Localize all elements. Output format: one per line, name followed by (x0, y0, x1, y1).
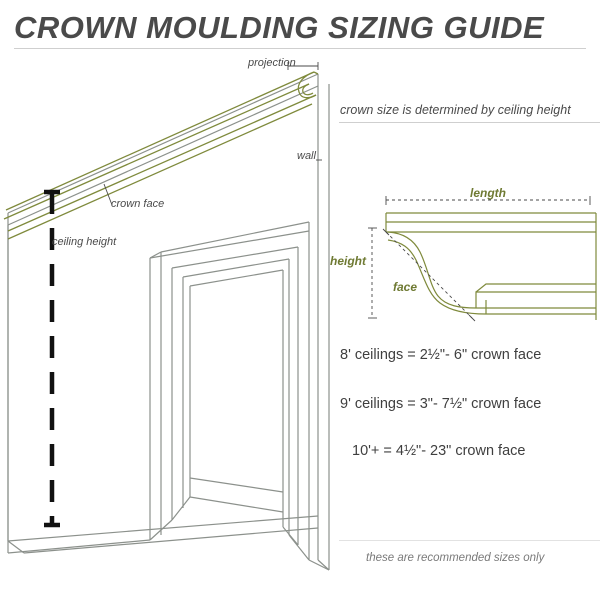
note-heading: crown size is determined by ceiling height (340, 103, 571, 117)
label-projection: projection (248, 57, 296, 69)
room-perspective-drawing (8, 74, 329, 570)
label-face: face (393, 280, 418, 294)
spec-line-10ft: 10'+ = 4½"- 23" crown face (352, 443, 526, 459)
footer-note: these are recommended sizes only (366, 552, 545, 564)
label-length: length (470, 186, 506, 200)
page-title: CROWN MOULDING SIZING GUIDE (14, 10, 545, 45)
spec-line-8ft: 8' ceilings = 2½"- 6" crown face (340, 347, 542, 363)
label-height: height (330, 254, 366, 268)
footer-divider (339, 540, 600, 541)
label-ceiling-height: ceiling height (52, 236, 117, 248)
spec-line-9ft: 9' ceilings = 3"- 7½" crown face (340, 396, 542, 412)
profile-dimensions (368, 196, 590, 321)
crown-profile-detail (386, 213, 596, 320)
label-wall: wall (297, 150, 316, 162)
floor-line (8, 540, 329, 570)
label-crown-face: crown face (111, 198, 165, 210)
door-frame (150, 222, 309, 560)
note-divider (339, 122, 600, 123)
